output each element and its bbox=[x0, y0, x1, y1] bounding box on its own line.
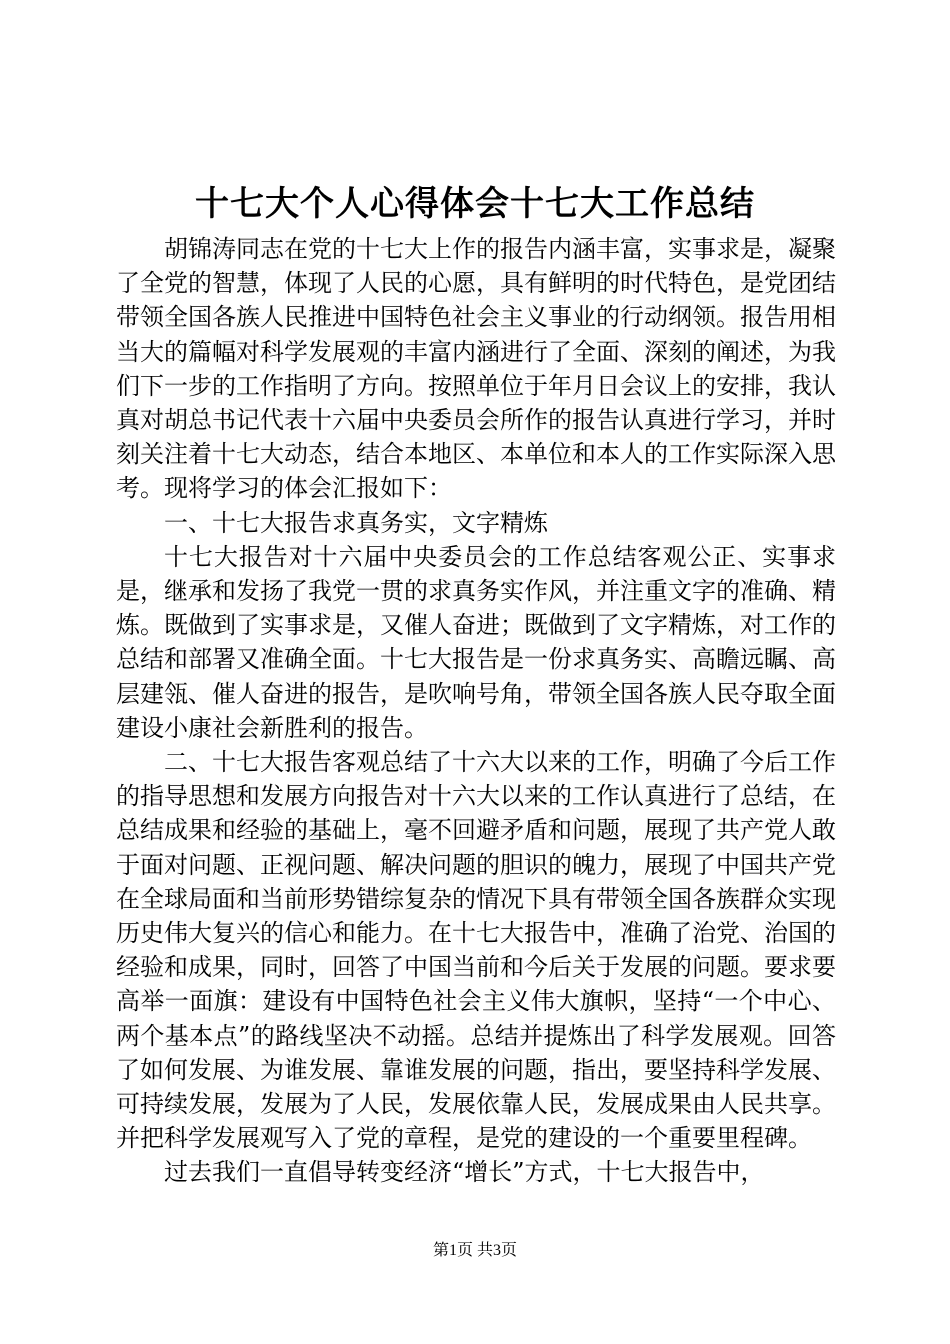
paragraph-section-2: 二、十七大报告客观总结了十六大以来的工作，明确了今后工作的指导思想和发展方向报告对十六大以来的工作认真进行了总结，在总结成果和经验的基础上，毫不回避矛盾和问题，展现了共产党人敢于面对问题、正视问题、解决问题的胆识的魄力，展现了中国共产党在全球局面和当前形势错综复杂的情况下具有带领全国各族群众实现历史伟大复兴的信心和能力。在十七大报告中，准确了治党、治国的经验和成果，同时，回答了中国当前和今后关于发展的问题。要求要高举一面旗：建设有中国特色社会主义伟大旗帜，坚持“一个中心、两个基本点”的路线坚决不动摇。总结并提炼出了科学发展观。回答了如何发展、为谁发展、靠谁发展的问题，指出，要坚持科学发展、可持续发展，发展为了人民，发展依靠人民，发展成果由人民共享。并把科学发展观写入了党的章程，是党的建设的一个重要里程碑。 bbox=[116, 748, 836, 1153]
document-title: 十七大个人心得体会十七大工作总结 bbox=[195, 184, 755, 224]
page-number-footer: 第1页 共3页 bbox=[432, 1242, 517, 1259]
document-body bbox=[116, 232, 836, 1190]
paragraph-intro: 胡锦涛同志在党的十七大上作的报告内涵丰富，实事求是，凝聚了全党的智慧，体现了人民的心愿，具有鲜明的时代特色，是党团结带领全国各族人民推进中国特色社会主义事业的行动纲领。报告用相当大的篇幅对科学发展观的丰富内涵进行了全面、深刻的阐述，为我们下一步的工作指明了方向。按照单位于年月日会议上的安排，我认真对胡总书记代表十六届中央委员会所作的报告认真进行学习，并时刻关注着十七大动态，结合本地区、本单位和本人的工作实际深入思考。现将学习的体会汇报如下： bbox=[116, 235, 836, 503]
paragraph-continuation: 过去我们一直倡导转变经济“增长”方式，十七大报告中， bbox=[164, 1158, 765, 1187]
section-heading-1: 一、十七大报告求真务实，文字精炼 bbox=[164, 508, 548, 537]
paragraph-section-1: 十七大报告对十六届中央委员会的工作总结客观公正、实事求是，继承和发扬了我党一贯的求真务实作风，并注重文字的准确、精炼。既做到了实事求是，又催人奋进；既做到了文字精炼，对工作的总结和部署又准确全面。十七大报告是一份求真务实、高瞻远瞩、高层建瓴、催人奋进的报告，是吹响号角，带领全国各族人民夺取全面建设小康社会新胜利的报告。 bbox=[116, 542, 836, 742]
